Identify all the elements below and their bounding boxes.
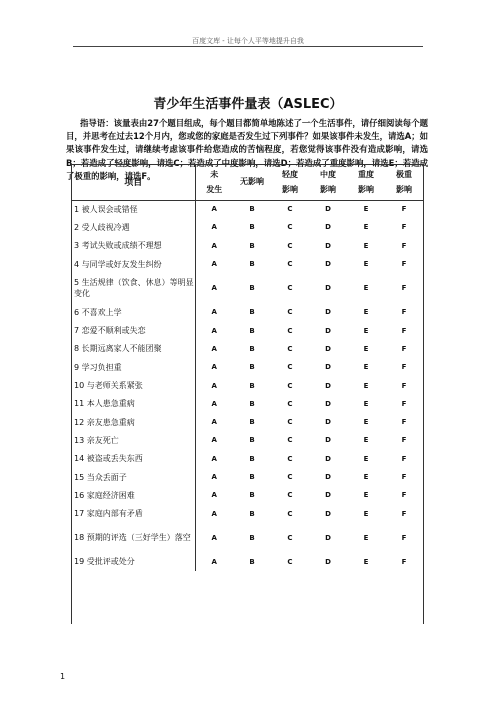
page-header: 百度文库 - 让每个人平等地提升自我 — [192, 37, 304, 45]
option-a-choice[interactable]: A — [211, 557, 217, 566]
option-f-choice[interactable]: F — [401, 509, 407, 518]
option-b-choice[interactable]: B — [233, 200, 271, 218]
option-d-choice[interactable]: D — [325, 418, 331, 427]
option-f-choice[interactable]: F — [401, 473, 407, 481]
option-header-f-top: 极重 — [396, 169, 412, 179]
option-e-choice[interactable]: E — [363, 557, 369, 566]
option-b-choice[interactable]: B — [249, 260, 255, 269]
option-header-f-bottom: 影响 — [396, 184, 412, 194]
table-row — [72, 450, 423, 468]
option-d-choice[interactable]: D — [325, 260, 331, 269]
option-d-choice[interactable]: D — [325, 473, 331, 481]
table-row — [72, 553, 423, 571]
table-row — [72, 413, 423, 431]
option-b-choice[interactable]: B — [249, 326, 255, 335]
option-a-choice[interactable]: A — [211, 260, 217, 269]
option-f-choice[interactable]: F — [401, 326, 407, 335]
life-events-table — [72, 164, 423, 571]
page-number: 1 — [60, 672, 66, 681]
table-row — [72, 395, 423, 413]
option-f-choice[interactable]: F — [385, 200, 423, 218]
option-c-choice[interactable]: C — [287, 436, 293, 445]
option-e-choice[interactable]: E — [347, 200, 385, 218]
event-item-label: 17 家庭内部有矛盾 — [72, 504, 195, 522]
option-e-choice[interactable]: E — [363, 308, 369, 317]
option-c-choice[interactable]: C — [271, 200, 309, 218]
table-row — [72, 431, 423, 449]
option-b-choice[interactable]: B — [249, 344, 255, 353]
option-d-choice[interactable]: D — [325, 533, 331, 542]
option-e-choice[interactable]: E — [363, 454, 369, 463]
option-header-b-top: 无影响 — [240, 177, 264, 187]
option-f-choice[interactable]: F — [401, 399, 407, 408]
option-a-choice[interactable]: A — [211, 491, 217, 500]
option-d-choice[interactable]: D — [325, 284, 331, 293]
event-item-label: 12 亲友患急重病 — [72, 413, 195, 431]
table-header-row — [72, 164, 423, 200]
option-a-choice[interactable]: A — [211, 399, 217, 408]
option-a-choice[interactable]: A — [195, 200, 233, 218]
option-f-choice[interactable]: F — [401, 344, 407, 353]
option-c-choice[interactable]: C — [287, 223, 293, 232]
option-f-choice[interactable]: F — [401, 454, 407, 463]
option-a-choice[interactable]: A — [211, 381, 217, 390]
option-e-choice[interactable]: E — [363, 326, 369, 335]
option-d-choice[interactable]: D — [325, 509, 331, 518]
event-item-label: 16 家庭经济困难 — [72, 486, 195, 504]
option-b-choice[interactable]: B — [249, 381, 255, 390]
option-c-choice[interactable]: C — [287, 491, 293, 500]
event-item-label: 13 亲友死亡 — [72, 431, 195, 449]
option-f-choice[interactable]: F — [401, 418, 407, 427]
option-c-choice[interactable]: C — [287, 454, 293, 463]
option-c-choice[interactable]: C — [287, 381, 293, 390]
option-c-choice[interactable]: C — [287, 284, 293, 293]
option-f-choice[interactable]: F — [401, 436, 407, 445]
option-c-choice[interactable]: C — [287, 473, 293, 481]
option-a-choice[interactable]: A — [211, 436, 217, 445]
option-b-choice[interactable]: B — [249, 454, 255, 463]
table-row — [72, 218, 423, 236]
option-b-choice[interactable]: B — [249, 557, 255, 566]
option-b-choice[interactable]: B — [249, 399, 255, 408]
event-item-label: 3 考试失败或成绩不理想 — [72, 237, 195, 255]
option-d-choice[interactable]: D — [325, 557, 331, 566]
item-column-header: 项目 — [72, 164, 195, 200]
option-b-choice[interactable]: B — [249, 223, 255, 232]
table-row — [72, 468, 423, 486]
option-header-a-bottom: 发生 — [206, 184, 223, 194]
option-e-choice[interactable]: E — [363, 418, 369, 427]
table-row — [72, 486, 423, 504]
table-row — [72, 255, 423, 273]
option-header-c-top: 轻度 — [282, 169, 298, 179]
event-item-label: 9 学习负担重 — [72, 358, 195, 376]
option-b-choice[interactable]: B — [249, 363, 255, 372]
option-c-choice[interactable]: C — [287, 260, 293, 269]
event-item-label: 2 受人歧视冷遇 — [72, 218, 195, 236]
option-header-d-top: 中度 — [320, 169, 336, 179]
option-d-choice[interactable]: D — [309, 200, 347, 218]
option-d-choice[interactable]: D — [325, 436, 331, 445]
option-header-d-bottom: 影响 — [320, 184, 336, 194]
option-b-choice[interactable]: B — [249, 241, 255, 250]
option-f-choice[interactable]: F — [401, 308, 407, 317]
option-c-choice[interactable]: C — [287, 418, 293, 427]
option-d-choice[interactable]: D — [325, 363, 331, 372]
option-header-e — [347, 164, 385, 200]
option-d-choice[interactable]: D — [325, 241, 331, 250]
option-a-choice[interactable]: A — [211, 223, 217, 232]
option-a-choice[interactable]: A — [211, 241, 217, 250]
event-item-label: 19 受批评或处分 — [72, 553, 195, 571]
option-e-choice[interactable]: E — [363, 533, 369, 542]
option-c-choice[interactable]: C — [287, 326, 293, 335]
event-item-label: 15 当众丢面子 — [72, 468, 195, 486]
option-d-choice[interactable]: D — [325, 344, 331, 353]
option-e-choice[interactable]: E — [363, 223, 369, 232]
option-c-choice[interactable]: C — [287, 509, 293, 518]
option-e-choice[interactable]: E — [363, 363, 369, 372]
option-d-choice[interactable]: D — [325, 223, 331, 232]
event-item-label: 11 本人患急重病 — [72, 395, 195, 413]
option-e-choice[interactable]: E — [363, 491, 369, 500]
option-f-choice[interactable]: F — [401, 557, 407, 566]
option-c-choice[interactable]: C — [287, 533, 293, 542]
event-item-label: 7 恋爱不顺利或失恋 — [72, 321, 195, 339]
option-f-choice[interactable]: F — [401, 533, 407, 542]
option-f-choice[interactable]: F — [401, 223, 407, 232]
option-b-choice[interactable]: B — [249, 436, 255, 445]
option-header-d — [309, 164, 347, 200]
option-header-a — [195, 164, 233, 200]
option-a-choice[interactable]: A — [211, 344, 217, 353]
table-row — [72, 523, 423, 553]
option-header-c — [271, 164, 309, 200]
option-a-choice[interactable]: A — [211, 326, 217, 335]
option-a-choice[interactable]: A — [211, 509, 217, 518]
table-row — [72, 376, 423, 394]
option-header-b — [233, 164, 271, 200]
option-b-choice[interactable]: B — [249, 284, 255, 293]
event-item-label: 14 被盗或丢失东西 — [72, 450, 195, 468]
option-c-choice[interactable]: C — [287, 363, 293, 372]
option-e-choice[interactable]: E — [363, 284, 369, 293]
option-header-a-top: 未 — [210, 169, 219, 179]
option-a-choice[interactable]: A — [211, 533, 217, 542]
option-a-choice[interactable]: A — [211, 363, 217, 372]
option-b-choice[interactable]: B — [249, 418, 255, 427]
option-b-choice[interactable]: B — [249, 473, 255, 481]
option-d-choice[interactable]: D — [325, 308, 331, 317]
option-b-choice[interactable]: B — [249, 509, 255, 518]
option-c-choice[interactable]: C — [287, 344, 293, 353]
option-e-choice[interactable]: E — [363, 399, 369, 408]
option-a-choice[interactable]: A — [211, 418, 217, 427]
table-row — [72, 504, 423, 522]
option-e-choice[interactable]: E — [363, 260, 369, 269]
option-header-e-bottom: 影响 — [358, 184, 374, 194]
option-a-choice[interactable]: A — [211, 284, 217, 293]
event-item-label: 10 与老师关系紧张 — [72, 376, 195, 394]
option-f-choice[interactable]: F — [401, 491, 407, 500]
option-header-c-bottom: 影响 — [282, 184, 298, 194]
option-f-choice[interactable]: F — [401, 284, 407, 293]
option-header-f — [385, 164, 423, 200]
table-row — [72, 358, 423, 376]
event-item-label: 4 与同学或好友发生纠纷 — [72, 255, 195, 273]
option-d-choice[interactable]: D — [325, 399, 331, 408]
table-row — [72, 237, 423, 255]
option-c-choice[interactable]: C — [287, 308, 293, 317]
option-c-choice[interactable]: C — [287, 557, 293, 566]
table-row — [72, 340, 423, 358]
option-header-e-top: 重度 — [358, 169, 374, 179]
event-item-label: 5 生活规律（饮食、休息）等明显变化 — [72, 273, 195, 303]
table-row — [72, 303, 423, 321]
option-a-choice[interactable]: A — [211, 308, 217, 317]
option-d-choice[interactable]: D — [325, 491, 331, 500]
option-b-choice[interactable]: B — [249, 308, 255, 317]
option-c-choice[interactable]: C — [287, 241, 293, 250]
table-row — [72, 273, 423, 303]
option-f-choice[interactable]: F — [401, 260, 407, 269]
option-f-choice[interactable]: F — [401, 363, 407, 372]
header-divider — [73, 46, 423, 47]
page-title: 青少年生活事件量表（ASLEC） — [153, 97, 343, 112]
option-d-choice[interactable]: D — [325, 381, 331, 390]
option-e-choice[interactable]: E — [363, 381, 369, 390]
option-a-choice[interactable]: A — [211, 454, 217, 463]
option-e-choice[interactable]: E — [363, 473, 369, 481]
option-e-choice[interactable]: E — [363, 344, 369, 353]
option-a-choice[interactable]: A — [211, 473, 217, 481]
event-item-label: 6 不喜欢上学 — [72, 303, 195, 321]
event-item-label: 18 预期的评选（三好学生）落空 — [72, 523, 195, 553]
instructions-paragraph: 指导语：该量表由27个题目组成，每个题目都简单地陈述了一个生活事件，请仔细阅读每个题目，并思考在过去12个月内，您或您的家庭是否发生过下列事件？如果该事件未发生，请选A；如果该事件发生过，请继续考虑该事件给您造成的苦恼程度，若您觉得该事件没有造成影响，请选B；若造成了轻度影响，请选C；若造成了中度影响，请选D；若造成了重度影响，请选E；若造成了极重的影响，请选F。 — [66, 118, 428, 181]
option-b-choice[interactable]: B — [249, 533, 255, 542]
option-d-choice[interactable]: D — [325, 326, 331, 335]
table-row — [72, 200, 423, 218]
option-d-choice[interactable]: D — [325, 454, 331, 463]
option-e-choice[interactable]: E — [363, 509, 369, 518]
option-e-choice[interactable]: E — [363, 436, 369, 445]
option-e-choice[interactable]: E — [363, 241, 369, 250]
event-item-label: 8 长期远离家人不能团聚 — [72, 340, 195, 358]
event-item-label: 1 被人误会或错怪 — [72, 200, 195, 218]
option-f-choice[interactable]: F — [401, 381, 407, 390]
option-c-choice[interactable]: C — [287, 399, 293, 408]
option-f-choice[interactable]: F — [401, 241, 407, 250]
table-right-border — [423, 164, 424, 624]
table-row — [72, 321, 423, 339]
option-b-choice[interactable]: B — [249, 491, 255, 500]
